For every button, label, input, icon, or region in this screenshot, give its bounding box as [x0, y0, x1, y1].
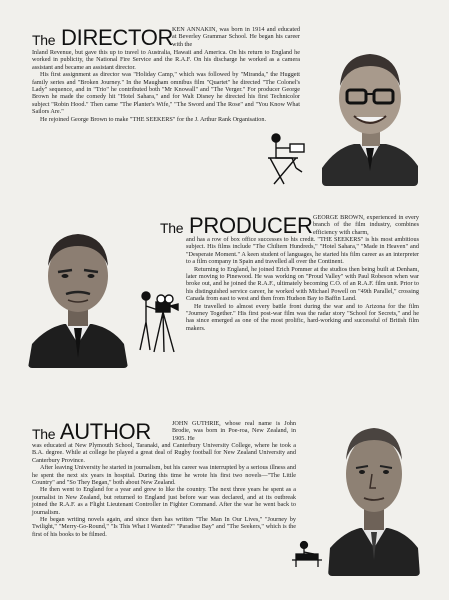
producer-heading-word: PRODUCER [189, 213, 313, 238]
director-heading-word: DIRECTOR [61, 25, 174, 50]
author-paragraph: After leaving University he started in journalism, but his career was interrupted by a serious illness and he spent the next six years in hospital. During this time he wrote his first two novels—"The Little Country" and "So They Began," both about New Zealand. [32, 464, 296, 487]
producer-paragraph: Returning to England, he joined Erich Pommer at the studios then being built at Denham, later moving to Pinewood. He was working on "Proud Valley" with Paul Robeson when war broke out, and he joined the R.A.F., ultimately becoming C.O. of an R.A.F. film unit. Prior to his distinguished service career, he worked with Michael Powell on "49th Parallel," crossing Canada from east to west and then from Hudson Bay to Baffin Land. [186, 265, 419, 303]
producer-portrait [28, 218, 128, 368]
director-paragraph: His first assignment as director was "Holiday Camp," which was followed by "Miranda," the Huggett family series and "Broken Journey." In the Maugham omnibus film "Quartet" he directed "The Colonel's Lady" sequence, and in "Trio" he contributed both "Mr Knowall" and "The Verger." For producer George Brown he made the comedy hit "Hotel Sahara," and for Walt Disney he directed his first Technicolor subject "Robin Hood." Then came "The Planter's Wife," "The Sword and The Rose" and "You Know What Sailors Are." [32, 71, 300, 116]
producer-intro: GEORGE BROWN, experienced in every branch of the film industry, combines efficiency with charm, [313, 214, 419, 236]
writer-desk-sketch [290, 540, 324, 568]
author-heading-word: AUTHOR [59, 419, 151, 444]
camera-operator-sketch [134, 288, 182, 358]
author-heading-prefix: The [32, 426, 56, 442]
director-portrait [322, 36, 418, 186]
director-paragraph: Inland Revenue, but gave this up to travel to Australia, Hawaii and America. On his return to England he worked in publicity, the National Fire Service and the R.A.F. On his discharge he worked as a camera assistant and became an assistant director. [32, 49, 300, 71]
director-bio [32, 49, 300, 123]
director-paragraph: He rejoined George Brown to make "THE SEEKERS" for the J. Arthur Rank Organisation. [40, 115, 266, 123]
producer-paragraph: He travelled to almost every battle front during the war and to Arizona for the film "Journey Together." His first post-war film was the radar story "School for Secrets," and he has since emerged as one of the most prolific, hard-working and successful of British film makers. [186, 302, 419, 332]
producer-bio [186, 236, 419, 332]
director-intro: KEN ANNAKIN, was born in 1914 and educated at Beverley Grammar School. He began his career with the [172, 26, 300, 48]
producer-heading-prefix: The [160, 220, 184, 236]
author-paragraph: He then went to England for a year and grew to like the country. The next three years he spent as a journalist in New Zealand, but returned to England just before war was declared, and at its outbreak joined the R.A.F. as a Flight Lieutenant Controller in Fighter Command. After the war he went back to journalism. [32, 486, 296, 516]
author-intro: JOHN GUTHRIE, whose real name is John Brodie, was born in Poe-roa, New Zealand, in 1905. He [172, 420, 296, 442]
author-paragraph: He began writing novels again, and since then has written "The Man In Our Lives," "Journey by Twilight," "Merry-Go-Round," "Is This What I Wanted?" "Paradise Bay" and "The Seekers," which is the first of his books to be filmed. [32, 516, 296, 538]
author-bio [32, 442, 296, 538]
director-chair-sketch [262, 128, 312, 188]
author-paragraph: was educated at New Plymouth School, Taranaki, and Canterbury University College, where he took a B.A. degree. While at college he played a great deal of Rugby football for New Zealand University and Canterbury Province. [32, 442, 296, 464]
director-heading-prefix: The [32, 32, 56, 48]
author-portrait [328, 408, 420, 576]
producer-paragraph: and has a row of box office successes to his credit. "THE SEEKERS" is his most ambitious subject. His films include "The Chiltern Hundreds," "Hotel Sahara," "Made in Heaven" and "Desperate Moment." A keen student of languages, he started his film career as an interpreter to a film company in Spain and travelled all over the Continent. [186, 236, 419, 266]
